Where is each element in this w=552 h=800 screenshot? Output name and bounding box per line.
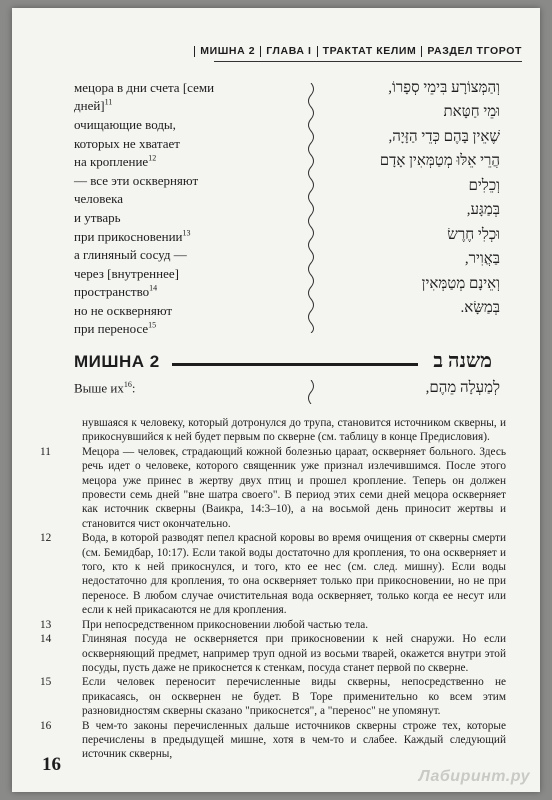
translation-line: очищающие воды, [74,117,176,132]
translation-line: и утварь [74,210,121,225]
header-rule [214,61,522,62]
watermark: Лабиринт.ру [418,768,530,785]
hebrew-line: וּכְלִי חֶרֶשׂ [447,227,500,243]
hebrew-line: בְּמַשָּׂא. [460,300,500,316]
translation-line: на кропление$^{12}$ [74,153,157,169]
header-item-mishna: МИШНА 2 [200,45,256,57]
hebrew-line: הֲרֵי אֵלּוּ מְטַמְּאִין אָדָם [379,153,500,169]
footnote-number: 11 [40,445,51,458]
header-separator [260,46,261,57]
header-separator [194,46,195,57]
footnote [40,531,506,617]
translation-line: мецора в дни счета [семи [74,80,215,95]
mishna-heading-rule [172,363,418,366]
mishna-title-he: משנה ב [433,350,492,372]
translation-line: а глиняный сосуд — [74,247,187,262]
footnote [40,719,506,762]
footnote-text: В чем-то законы перечисленных дальше источников скверны строже тех, которые перечислены в предыдущей мишне, хотя в чем-то и слабее. Каждый следующий источник скверны, [82,719,506,761]
mishna-title-ru: МИШНА 2 [74,352,160,371]
hebrew-line: וְכֵלִים [468,178,500,194]
translation-line: дней]$^{11}$ [74,97,113,113]
translation-line: — все эти оскверняют [74,173,199,188]
header-separator [421,46,422,57]
translation-line: но не оскверняют [74,303,173,318]
header-item-tractate: ТРАКТАТ КЕЛИМ [322,45,417,57]
footnote-number: 14 [40,633,52,646]
translation-line: человека [74,191,124,206]
footnote-ref: 12 [148,153,157,163]
hebrew-line: בַּאֲוִיר, [464,251,500,267]
translation-line: при переносе$^{15}$ [74,320,157,336]
mishna2-hebrew-line: לְמַעְלָה מֵהֶם, [425,380,500,396]
header-separator [317,46,318,57]
translation-line: через [внутреннее] [74,266,179,281]
footnote-text: Мецора — человек, страдающий кожной болезнью цараат, оскверняет больного. Здесь речь идет о человеке, которого священник уже признал излечившимся. После этого мецора уже принес в жертву двух птиц и прошел кропление. Теперь он должен провести семь дней "вне шатра своего". В период этих семи дней мецора оскверняет как источник скверны (Ваикра, 14:3–10), а на восьмой день приносит жертвы и становится чист окончательно. [82,445,506,530]
mishna-heading [54,348,500,376]
hebrew-line: וּמֵי חַטָּאת [443,104,500,120]
footnote [82,416,506,445]
translation-line: при прикосновении$^{13}$ [74,228,191,244]
footnote [40,632,506,675]
footnote-number: 13 [40,618,52,631]
footnote-text: Глиняная посуда не оскверняется при прикосновении к ней снаружи. Но если оскверняющий предмет, например труп одной из восьми тварей, окажется внутри этой посуды, пусть даже не прикоснется к стенкам, посуда станет первой по скверне. [82,633,506,674]
hebrew-line: וְאֵינָם מְטַמְּאִין [421,276,500,292]
footnote-text: Вода, в которой разводят пепел красной коровы во время очищения от скверны смерти (см. Бемидбар, 10:17). Если такой воды достаточно для кропления, то она оскверняет и того, кто к ней прикоснулся, и того, кто ее нес (см. след. мишну). Если воды недостаточно для кропления, то она оскверняет только при прикосновении, но не при переносе. В любом случае очистительная вода оскверняет, только когда ее несут или если к ней прикасаются не для кропления. [82,532,506,617]
translation-line: которых не хватает [74,136,180,151]
footnotes [40,416,506,762]
hebrew-line: וְהַמְּצוֹרָע בִּימֵי סְפָרוֹ, [388,80,500,96]
footnote-number: 12 [40,532,52,545]
translation-line: пространство$^{14}$ [74,283,158,299]
page-number: 16 [42,754,61,775]
footnote [40,675,506,718]
book-page [12,8,540,792]
footnote-ref: 16 [123,380,132,389]
footnote-text: При непосредственном прикосновении любой частью тела. [82,618,369,631]
footnote-text: Если человек переносит перечисленные виды скверны, непосредственно не прикасаясь, он осквернен не будет. В Торе применительно ко всем этим разновидностям скверны сказано "прикоснется", а "перенос" не упомянут. [82,676,506,718]
wavy-divider [304,83,318,333]
footnote-ref: 11 [104,97,113,107]
footnote [40,445,506,531]
footnote-number: 16 [40,719,52,732]
footnote-ref: 13 [182,228,191,238]
mishna2-translation-line: Выше их$^{16}$: [74,380,136,396]
header-item-section: РАЗДЕЛ ТГОРОТ [427,45,522,57]
hebrew-line: שֶׁאֵין בָּהֶם כְּדֵי הַזָּיָה, [388,129,500,145]
footnote-ref: 15 [148,320,157,330]
footnote [40,618,506,632]
footnote-ref: 14 [149,283,158,293]
hebrew-line: בְּמַגָּע, [466,202,500,218]
footnote-text: нувшаяся к человеку, который дотронулся до трупа, становится источником скверны, и прикоснувшийся к ней будет первым по скверне (см. таблицу в конце Предисловия). [82,417,506,444]
wavy-divider [304,380,318,404]
footnote-number: 15 [40,676,52,689]
running-header [189,45,522,57]
header-item-chapter: ГЛАВА I [266,45,312,57]
